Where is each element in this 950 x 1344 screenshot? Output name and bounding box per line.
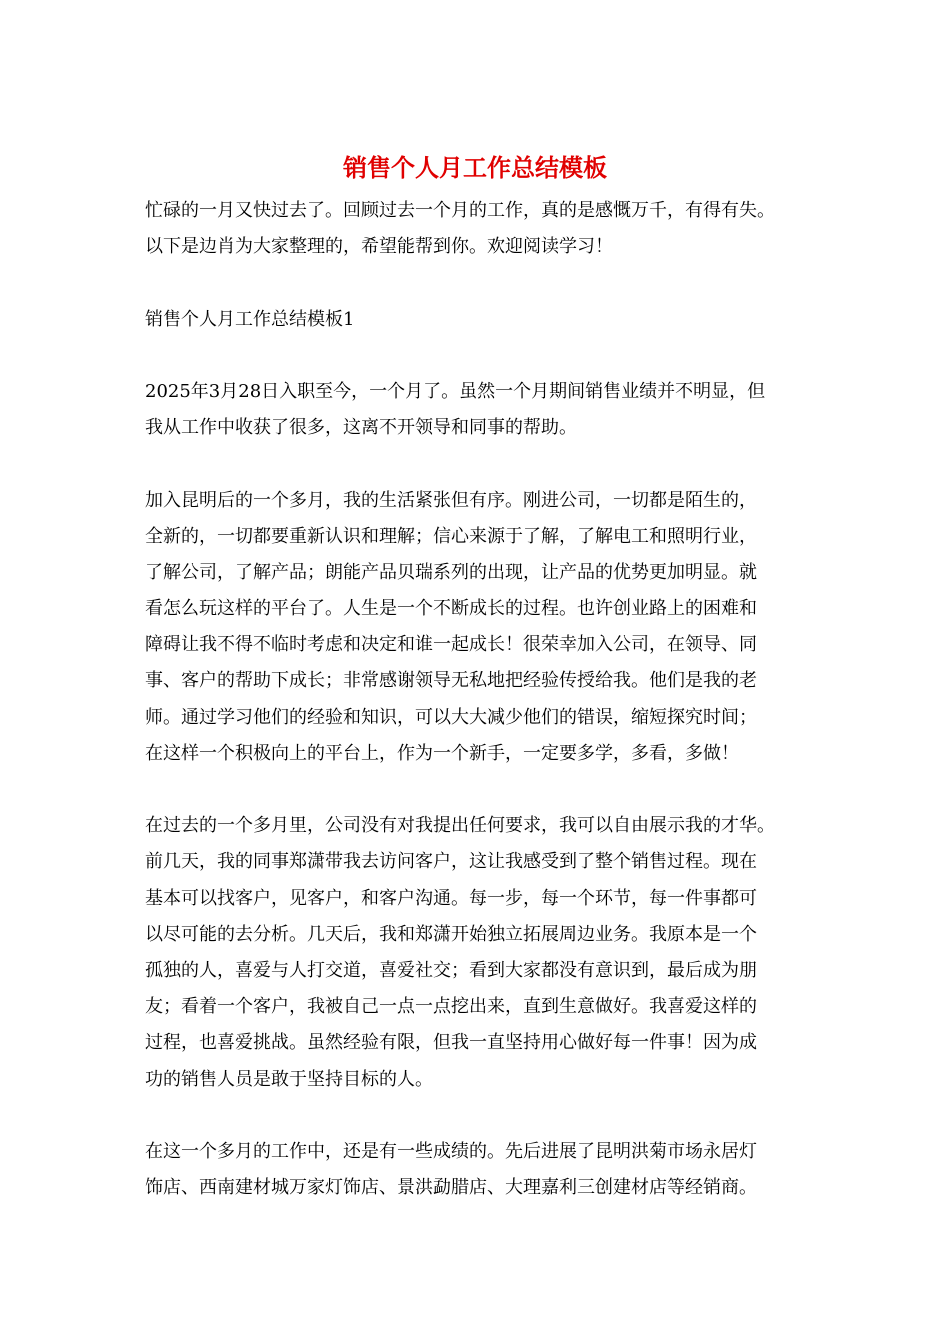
paragraph-spacer [145, 446, 813, 482]
text-line: 我从工作中收获了很多，这离不开领导和同事的帮助。 [145, 417, 577, 439]
text-line: 忙碌的一月又快过去了。回顾过去一个月的工作，真的是感慨万千，有得有失。 [145, 200, 775, 221]
paragraph [145, 193, 813, 265]
document-body [145, 193, 813, 1206]
paragraph [145, 483, 813, 773]
text-line: 友；看着一个客户，我被自己一点一点挖出来，直到生意做好。我喜爱这样的 [145, 996, 757, 1018]
text-line: 师。通过学习他们的经验和知识，可以大大减少他们的错误，缩短探究时间； [145, 706, 757, 728]
paragraph-spacer [145, 772, 813, 808]
paragraph [145, 374, 813, 446]
text-line: 饰店、西南建材城万家灯饰店、景洪勐腊店、大理嘉利三创建材店等经销商。 [145, 1177, 757, 1199]
text-line: 销售个人月工作总结模板1 [145, 308, 355, 330]
text-line: 加入昆明后的一个多月，我的生活紧张但有序。刚进公司，一切都是陌生的， [145, 489, 757, 511]
paragraph [145, 302, 813, 338]
paragraph [145, 808, 813, 1098]
text-line: 在这样一个积极向上的平台上，作为一个新手，一定要多学，多看，多做！ [145, 742, 739, 764]
paragraph-spacer [145, 338, 813, 374]
text-line: 功的销售人员是敢于坚持目标的人。 [145, 1068, 433, 1090]
text-line: 2025年3月28日入职至今，一个月了。虽然一个月期间销售业绩并不明显，但 [145, 380, 766, 402]
text-line: 前几天，我的同事郑潇带我去访问客户，这让我感受到了整个销售过程。现在 [145, 851, 757, 873]
text-line: 事、客户的帮助下成长；非常感谢领导无私地把经验传授给我。他们是我的老 [145, 670, 757, 692]
text-line: 孤独的人，喜爱与人打交道，喜爱社交；看到大家都没有意识到，最后成为朋 [145, 959, 757, 981]
document-title: 销售个人月工作总结模板 [343, 153, 607, 182]
text-line: 在过去的一个多月里，公司没有对我提出任何要求，我可以自由展示我的才华。 [145, 815, 775, 837]
text-line: 以尽可能的去分析。几天后，我和郑潇开始独立拓展周边业务。我原本是一个 [145, 923, 757, 945]
text-line: 了解公司，了解产品；朗能产品贝瑞系列的出现，让产品的优势更加明显。就 [145, 561, 757, 583]
text-line: 障碍让我不得不临时考虑和决定和谁一起成长！很荣幸加入公司，在领导、同 [145, 634, 757, 656]
paragraph-spacer [145, 1098, 813, 1134]
text-line: 过程，也喜爱挑战。虽然经验有限，但我一直坚持用心做好每一件事！因为成 [145, 1032, 757, 1054]
text-line: 看怎么玩这样的平台了。人生是一个不断成长的过程。也许创业路上的困难和 [145, 598, 757, 620]
text-line: 在这一个多月的工作中，还是有一些成绩的。先后进展了昆明洪菊市场永居灯 [145, 1140, 757, 1162]
paragraph-spacer [145, 265, 813, 301]
paragraph [145, 1134, 813, 1206]
text-line: 基本可以找客户，见客户，和客户沟通。每一步，每一个环节，每一件事都可 [145, 887, 757, 909]
text-line: 全新的，一切都要重新认识和理解；信心来源于了解，了解电工和照明行业， [145, 525, 757, 547]
text-line: 以下是边肖为大家整理的，希望能帮到你。欢迎阅读学习！ [145, 236, 613, 258]
